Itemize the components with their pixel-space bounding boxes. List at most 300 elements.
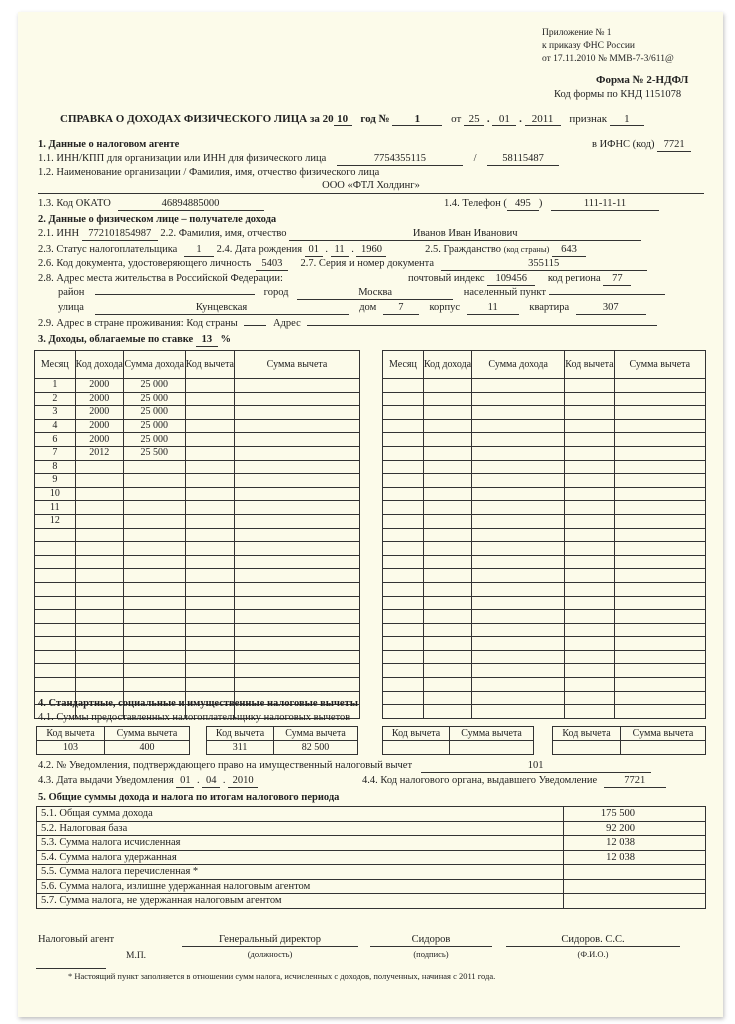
deduction-code-cell[interactable]	[565, 596, 614, 610]
deduction-sum-cell[interactable]	[614, 392, 705, 406]
month-cell[interactable]	[35, 542, 76, 556]
deduction-code-cell[interactable]	[565, 392, 614, 406]
income-sum-cell[interactable]	[123, 514, 185, 528]
month-cell[interactable]	[35, 596, 76, 610]
deduction-sum-cell[interactable]	[614, 446, 705, 460]
month-cell[interactable]	[383, 610, 424, 624]
month-cell[interactable]	[35, 582, 76, 596]
income-sum-cell[interactable]	[472, 664, 565, 678]
deduction-sum-cell[interactable]	[614, 542, 705, 556]
deduction-sum-cell[interactable]	[235, 487, 360, 501]
deduction-code-cell[interactable]	[565, 542, 614, 556]
deduction-sum-cell[interactable]	[235, 406, 360, 420]
income-sum-cell[interactable]	[123, 474, 185, 488]
month-cell[interactable]	[383, 691, 424, 705]
income-sum-cell[interactable]	[472, 460, 565, 474]
deduction-sum-cell[interactable]	[235, 637, 360, 651]
deduction-sum-cell[interactable]	[614, 582, 705, 596]
income-sum-cell[interactable]: 25 000	[123, 419, 185, 433]
income-code-cell[interactable]	[75, 582, 123, 596]
income-code-cell[interactable]	[423, 705, 471, 719]
deduction-code-cell[interactable]	[185, 555, 234, 569]
phone-code[interactable]: 495	[507, 198, 539, 211]
income-sum-cell[interactable]	[123, 596, 185, 610]
income-code-cell[interactable]: 2000	[75, 433, 123, 447]
deduction-sum-cell[interactable]	[235, 392, 360, 406]
notice-day[interactable]: 01	[176, 775, 194, 788]
income-sum-cell[interactable]	[472, 419, 565, 433]
income-sum-cell[interactable]	[472, 555, 565, 569]
ded-sum[interactable]	[620, 741, 705, 755]
person-fio[interactable]: Иванов Иван Иванович	[289, 228, 641, 241]
income-sum-cell[interactable]: 25 000	[123, 433, 185, 447]
month-cell[interactable]	[383, 379, 424, 393]
income-code-cell[interactable]: 2000	[75, 379, 123, 393]
deduction-sum-cell[interactable]	[614, 419, 705, 433]
income-sum-cell[interactable]	[472, 528, 565, 542]
deduction-code-cell[interactable]	[185, 610, 234, 624]
month-cell[interactable]	[35, 678, 76, 692]
deduction-code-cell[interactable]	[185, 664, 234, 678]
okato-value[interactable]: 46894885000	[118, 198, 264, 211]
month-cell[interactable]: 7	[35, 446, 76, 460]
signature-field[interactable]: Сидоров	[370, 934, 492, 947]
sign-value[interactable]: 1	[610, 113, 644, 126]
income-code-cell[interactable]	[75, 528, 123, 542]
deduction-code-cell[interactable]	[565, 610, 614, 624]
income-code-cell[interactable]	[423, 678, 471, 692]
deduction-code-cell[interactable]	[185, 528, 234, 542]
month-cell[interactable]: 4	[35, 419, 76, 433]
ded-sum[interactable]: 82 500	[274, 741, 358, 755]
income-sum-cell[interactable]	[472, 406, 565, 420]
income-code-cell[interactable]	[75, 637, 123, 651]
birth-year[interactable]: 1960	[356, 244, 386, 257]
deduction-sum-cell[interactable]	[614, 460, 705, 474]
income-code-cell[interactable]	[423, 501, 471, 515]
income-sum-cell[interactable]	[123, 582, 185, 596]
income-sum-cell[interactable]	[472, 433, 565, 447]
income-sum-cell[interactable]: 25 000	[123, 406, 185, 420]
income-code-cell[interactable]: 2012	[75, 446, 123, 460]
ded-code[interactable]: 311	[207, 741, 274, 755]
income-sum-cell[interactable]	[472, 582, 565, 596]
flat-value[interactable]: 307	[576, 302, 646, 315]
income-code-cell[interactable]	[75, 596, 123, 610]
deduction-sum-cell[interactable]	[614, 691, 705, 705]
income-code-cell[interactable]	[423, 637, 471, 651]
deduction-sum-cell[interactable]	[614, 433, 705, 447]
deduction-sum-cell[interactable]	[235, 569, 360, 583]
doc-series[interactable]: 355115	[441, 258, 647, 271]
income-sum-cell[interactable]	[472, 392, 565, 406]
org-name-value[interactable]	[38, 180, 704, 194]
tax-authority-code[interactable]: 7721	[604, 775, 666, 788]
income-code-cell[interactable]	[75, 623, 123, 637]
postal-code[interactable]: 109456	[487, 273, 535, 286]
income-code-cell[interactable]	[423, 433, 471, 447]
income-sum-cell[interactable]	[123, 528, 185, 542]
income-sum-cell[interactable]	[123, 460, 185, 474]
income-code-cell[interactable]	[423, 379, 471, 393]
deduction-sum-cell[interactable]	[235, 610, 360, 624]
month-cell[interactable]	[383, 596, 424, 610]
house-value[interactable]: 7	[383, 302, 419, 315]
deduction-code-cell[interactable]	[565, 582, 614, 596]
income-code-cell[interactable]	[75, 514, 123, 528]
deduction-sum-cell[interactable]	[614, 637, 705, 651]
income-sum-cell[interactable]	[123, 678, 185, 692]
month-cell[interactable]: 12	[35, 514, 76, 528]
deduction-code-cell[interactable]	[565, 678, 614, 692]
street-value[interactable]: Кунцевская	[95, 302, 349, 315]
month-cell[interactable]	[383, 678, 424, 692]
deduction-sum-cell[interactable]	[235, 446, 360, 460]
income-code-cell[interactable]	[423, 487, 471, 501]
deduction-code-cell[interactable]	[565, 691, 614, 705]
income-code-cell[interactable]	[75, 678, 123, 692]
income-code-cell[interactable]	[423, 446, 471, 460]
deduction-code-cell[interactable]	[185, 582, 234, 596]
doc-code[interactable]: 5403	[256, 258, 288, 271]
income-code-cell[interactable]	[75, 474, 123, 488]
income-sum-cell[interactable]: 25 500	[123, 446, 185, 460]
income-sum-cell[interactable]	[123, 555, 185, 569]
deduction-sum-cell[interactable]	[235, 678, 360, 692]
income-code-cell[interactable]	[75, 650, 123, 664]
deduction-code-cell[interactable]	[565, 514, 614, 528]
month-cell[interactable]	[35, 610, 76, 624]
deduction-code-cell[interactable]	[185, 678, 234, 692]
deduction-code-cell[interactable]	[185, 379, 234, 393]
income-code-cell[interactable]	[423, 569, 471, 583]
month-cell[interactable]	[383, 433, 424, 447]
income-sum-cell[interactable]	[123, 569, 185, 583]
month-cell[interactable]	[383, 582, 424, 596]
title-year[interactable]: 10	[334, 113, 352, 126]
deduction-code-cell[interactable]	[565, 487, 614, 501]
deduction-code-cell[interactable]	[565, 460, 614, 474]
month-cell[interactable]: 3	[35, 406, 76, 420]
month-cell[interactable]	[35, 650, 76, 664]
income-sum-cell[interactable]	[123, 610, 185, 624]
deduction-sum-cell[interactable]	[235, 460, 360, 474]
month-cell[interactable]	[383, 474, 424, 488]
income-sum-cell[interactable]	[123, 487, 185, 501]
month-cell[interactable]	[383, 542, 424, 556]
deduction-sum-cell[interactable]	[235, 474, 360, 488]
deduction-code-cell[interactable]	[185, 542, 234, 556]
month-cell[interactable]	[35, 664, 76, 678]
deduction-code-cell[interactable]	[185, 487, 234, 501]
totals-row	[37, 821, 706, 836]
deduction-sum-cell[interactable]	[235, 419, 360, 433]
totals-value[interactable]: 12 038	[564, 836, 706, 851]
deduction-code-cell[interactable]	[565, 474, 614, 488]
month-cell[interactable]	[35, 569, 76, 583]
date-day[interactable]: 25	[464, 113, 484, 126]
deduction-code-cell[interactable]	[565, 446, 614, 460]
income-sum-cell[interactable]	[472, 446, 565, 460]
ded-sum[interactable]: 400	[104, 741, 189, 755]
deduction-sum-cell[interactable]	[614, 501, 705, 515]
notice-month[interactable]: 04	[202, 775, 220, 788]
income-code-cell[interactable]	[423, 610, 471, 624]
income-sum-cell[interactable]	[123, 542, 185, 556]
totals-value[interactable]	[564, 894, 706, 909]
income-code-cell[interactable]	[423, 392, 471, 406]
deduction-code-cell[interactable]	[565, 650, 614, 664]
income-sum-cell[interactable]	[123, 637, 185, 651]
income-code-cell[interactable]	[423, 582, 471, 596]
deduction-code-cell[interactable]	[565, 623, 614, 637]
deduction-code-cell[interactable]	[565, 569, 614, 583]
phone-number[interactable]: 111-11-11	[551, 198, 659, 211]
agent-kpp[interactable]: 58115487	[487, 153, 559, 166]
deduction-code-cell[interactable]	[565, 555, 614, 569]
income-code-cell[interactable]	[75, 664, 123, 678]
month-cell[interactable]	[383, 555, 424, 569]
income-sum-cell[interactable]	[472, 514, 565, 528]
totals-value[interactable]: 175 500	[564, 807, 706, 822]
income-sum-cell[interactable]	[472, 596, 565, 610]
birth-month[interactable]: 11	[331, 244, 349, 257]
deduction-sum-cell[interactable]	[614, 705, 705, 719]
income-sum-cell[interactable]	[472, 569, 565, 583]
income-sum-cell[interactable]	[472, 705, 565, 719]
certificate-number[interactable]: 1	[392, 113, 442, 126]
deduction-sum-cell[interactable]	[614, 487, 705, 501]
income-code-cell[interactable]	[423, 596, 471, 610]
deduction-sum-cell[interactable]	[614, 569, 705, 583]
status-value[interactable]: 1	[184, 244, 214, 257]
month-cell[interactable]	[35, 637, 76, 651]
income-code-cell[interactable]	[423, 664, 471, 678]
deduction-code-cell[interactable]	[565, 501, 614, 515]
deduction-code-cell[interactable]	[185, 474, 234, 488]
deduction-code-cell[interactable]	[185, 596, 234, 610]
month-cell[interactable]	[383, 528, 424, 542]
income-sum-cell[interactable]: 25 000	[123, 392, 185, 406]
income-sum-cell[interactable]: 25 000	[123, 379, 185, 393]
notice-year[interactable]: 2010	[228, 775, 258, 788]
income-sum-cell[interactable]	[472, 610, 565, 624]
date-year[interactable]: 2011	[525, 113, 561, 126]
month-cell[interactable]	[383, 419, 424, 433]
deduction-code-cell[interactable]	[185, 433, 234, 447]
income-code-cell[interactable]: 2000	[75, 419, 123, 433]
month-cell[interactable]	[35, 555, 76, 569]
deduction-code-cell[interactable]	[185, 514, 234, 528]
citizenship-code[interactable]: 643	[552, 244, 586, 257]
deduction-sum-cell[interactable]	[614, 379, 705, 393]
deduction-sum-cell[interactable]	[614, 596, 705, 610]
deduction-code-cell[interactable]	[565, 664, 614, 678]
income-code-cell[interactable]	[423, 460, 471, 474]
month-cell[interactable]: 10	[35, 487, 76, 501]
income-sum-cell[interactable]	[472, 474, 565, 488]
month-cell[interactable]: 2	[35, 392, 76, 406]
deduction-code-cell[interactable]	[185, 392, 234, 406]
income-sum-cell[interactable]	[123, 650, 185, 664]
deduction-sum-cell[interactable]	[614, 623, 705, 637]
month-cell[interactable]	[383, 487, 424, 501]
month-cell[interactable]: 11	[35, 501, 76, 515]
deduction-code-cell[interactable]	[185, 419, 234, 433]
income-code-cell[interactable]	[423, 623, 471, 637]
city-value[interactable]: Москва	[297, 287, 453, 300]
income-code-cell[interactable]	[75, 555, 123, 569]
income-code-cell[interactable]	[75, 487, 123, 501]
month-cell[interactable]	[383, 501, 424, 515]
totals-value[interactable]	[564, 879, 706, 894]
deduction-code-cell[interactable]	[565, 406, 614, 420]
income-code-cell[interactable]	[75, 542, 123, 556]
district-value[interactable]	[95, 294, 255, 295]
deduction-sum-cell[interactable]	[614, 664, 705, 678]
ded-code[interactable]: 103	[37, 741, 105, 755]
month-cell[interactable]	[383, 664, 424, 678]
birth-day[interactable]: 01	[305, 244, 323, 257]
deduction-sum-cell[interactable]	[235, 555, 360, 569]
building-value[interactable]: 11	[467, 302, 519, 315]
deduction-code-cell[interactable]	[185, 501, 234, 515]
deduction-code-cell[interactable]	[185, 650, 234, 664]
person-inn[interactable]: 772101854987	[82, 228, 158, 241]
income-code-cell[interactable]: 2000	[75, 406, 123, 420]
deduction-sum-cell[interactable]	[235, 501, 360, 515]
income-sum-cell[interactable]	[472, 637, 565, 651]
income-sum-cell[interactable]	[472, 650, 565, 664]
deduction-code-cell[interactable]	[185, 446, 234, 460]
month-cell[interactable]	[383, 623, 424, 637]
deduction-code-cell[interactable]	[565, 433, 614, 447]
deduction-sum-cell[interactable]	[235, 582, 360, 596]
income-code-cell[interactable]	[423, 406, 471, 420]
month-cell[interactable]	[383, 569, 424, 583]
deduction-sum-cell[interactable]	[614, 650, 705, 664]
deduction-sum-cell[interactable]	[235, 379, 360, 393]
deduction-code-cell[interactable]	[565, 528, 614, 542]
income-code-cell[interactable]	[423, 650, 471, 664]
income-code-cell[interactable]	[423, 555, 471, 569]
income-code-cell[interactable]	[423, 474, 471, 488]
income-sum-cell[interactable]	[472, 623, 565, 637]
month-cell[interactable]	[383, 650, 424, 664]
date-month[interactable]: 01	[492, 113, 516, 126]
month-cell[interactable]: 8	[35, 460, 76, 474]
income-code-cell[interactable]	[75, 569, 123, 583]
income-sum-cell[interactable]	[472, 691, 565, 705]
position-field[interactable]: Генеральный директор	[182, 934, 358, 947]
deduction-sum-cell[interactable]	[235, 433, 360, 447]
income-code-cell[interactable]	[423, 419, 471, 433]
deduction-code-cell[interactable]	[185, 623, 234, 637]
deduction-sum-cell[interactable]	[614, 610, 705, 624]
deduction-sum-cell[interactable]	[614, 528, 705, 542]
deduction-sum-cell[interactable]	[614, 406, 705, 420]
month-cell[interactable]	[383, 705, 424, 719]
income-row	[35, 433, 360, 447]
income-code-cell[interactable]	[75, 501, 123, 515]
income-code-cell[interactable]: 2000	[75, 392, 123, 406]
month-cell[interactable]	[383, 514, 424, 528]
ifns-code[interactable]: 7721	[657, 139, 691, 152]
month-cell[interactable]	[383, 637, 424, 651]
deduction-sum-cell[interactable]	[614, 678, 705, 692]
deduction-code-cell[interactable]	[565, 419, 614, 433]
income-sum-cell[interactable]	[123, 623, 185, 637]
foreign-addr-value[interactable]	[307, 325, 657, 326]
month-cell[interactable]	[383, 446, 424, 460]
month-cell[interactable]	[383, 392, 424, 406]
deduction-code-cell[interactable]	[185, 569, 234, 583]
income-code-cell[interactable]	[423, 542, 471, 556]
tax-rate[interactable]: 13	[196, 334, 218, 347]
notice-number[interactable]: 101	[421, 760, 651, 773]
deduction-code-cell[interactable]	[565, 379, 614, 393]
income-code-cell[interactable]	[423, 691, 471, 705]
income-sum-cell[interactable]	[472, 379, 565, 393]
income-row	[35, 514, 360, 528]
deduction-code-cell[interactable]	[565, 705, 614, 719]
income-sum-cell[interactable]	[472, 487, 565, 501]
ded-code[interactable]	[553, 741, 621, 755]
deduction-sum-cell[interactable]	[235, 596, 360, 610]
deduction-sum-cell[interactable]	[235, 664, 360, 678]
totals-value[interactable]	[564, 865, 706, 880]
fio-field[interactable]: Сидоров. С.С.	[506, 934, 680, 947]
deduction-sum-cell[interactable]	[614, 474, 705, 488]
totals-value[interactable]: 12 038	[564, 850, 706, 865]
settlement-value[interactable]	[549, 294, 665, 295]
income-sum-cell[interactable]	[472, 501, 565, 515]
income-code-cell[interactable]	[423, 528, 471, 542]
deduction-code-cell[interactable]	[185, 460, 234, 474]
month-cell[interactable]	[383, 460, 424, 474]
month-cell[interactable]	[35, 528, 76, 542]
income-code-cell[interactable]	[423, 514, 471, 528]
income-code-cell[interactable]	[75, 460, 123, 474]
deduction-sum-cell[interactable]	[235, 650, 360, 664]
deduction-sum-cell[interactable]	[235, 528, 360, 542]
income-sum-cell[interactable]	[123, 501, 185, 515]
totals-value[interactable]: 92 200	[564, 821, 706, 836]
income-sum-cell[interactable]	[472, 542, 565, 556]
deduction-sum-cell[interactable]	[235, 514, 360, 528]
deduction-code-cell[interactable]	[185, 406, 234, 420]
ded-code[interactable]	[383, 741, 450, 755]
income-sum-cell[interactable]	[472, 678, 565, 692]
ded-sum[interactable]	[450, 741, 534, 755]
income-code-cell[interactable]	[75, 610, 123, 624]
deduction-code-cell[interactable]	[565, 637, 614, 651]
month-cell[interactable]	[383, 406, 424, 420]
country-code[interactable]	[244, 325, 266, 326]
month-cell[interactable]: 9	[35, 474, 76, 488]
deduction-sum-cell[interactable]	[614, 555, 705, 569]
deduction-sum-cell[interactable]	[235, 542, 360, 556]
month-cell[interactable]: 1	[35, 379, 76, 393]
income-sum-cell[interactable]	[123, 664, 185, 678]
deduction-sum-cell[interactable]	[614, 514, 705, 528]
month-cell[interactable]	[35, 623, 76, 637]
region-code[interactable]: 77	[603, 273, 631, 286]
month-cell[interactable]: 6	[35, 433, 76, 447]
deduction-code-cell[interactable]	[185, 637, 234, 651]
deduction-sum-cell[interactable]	[235, 623, 360, 637]
agent-inn[interactable]: 7754355115	[337, 153, 463, 166]
